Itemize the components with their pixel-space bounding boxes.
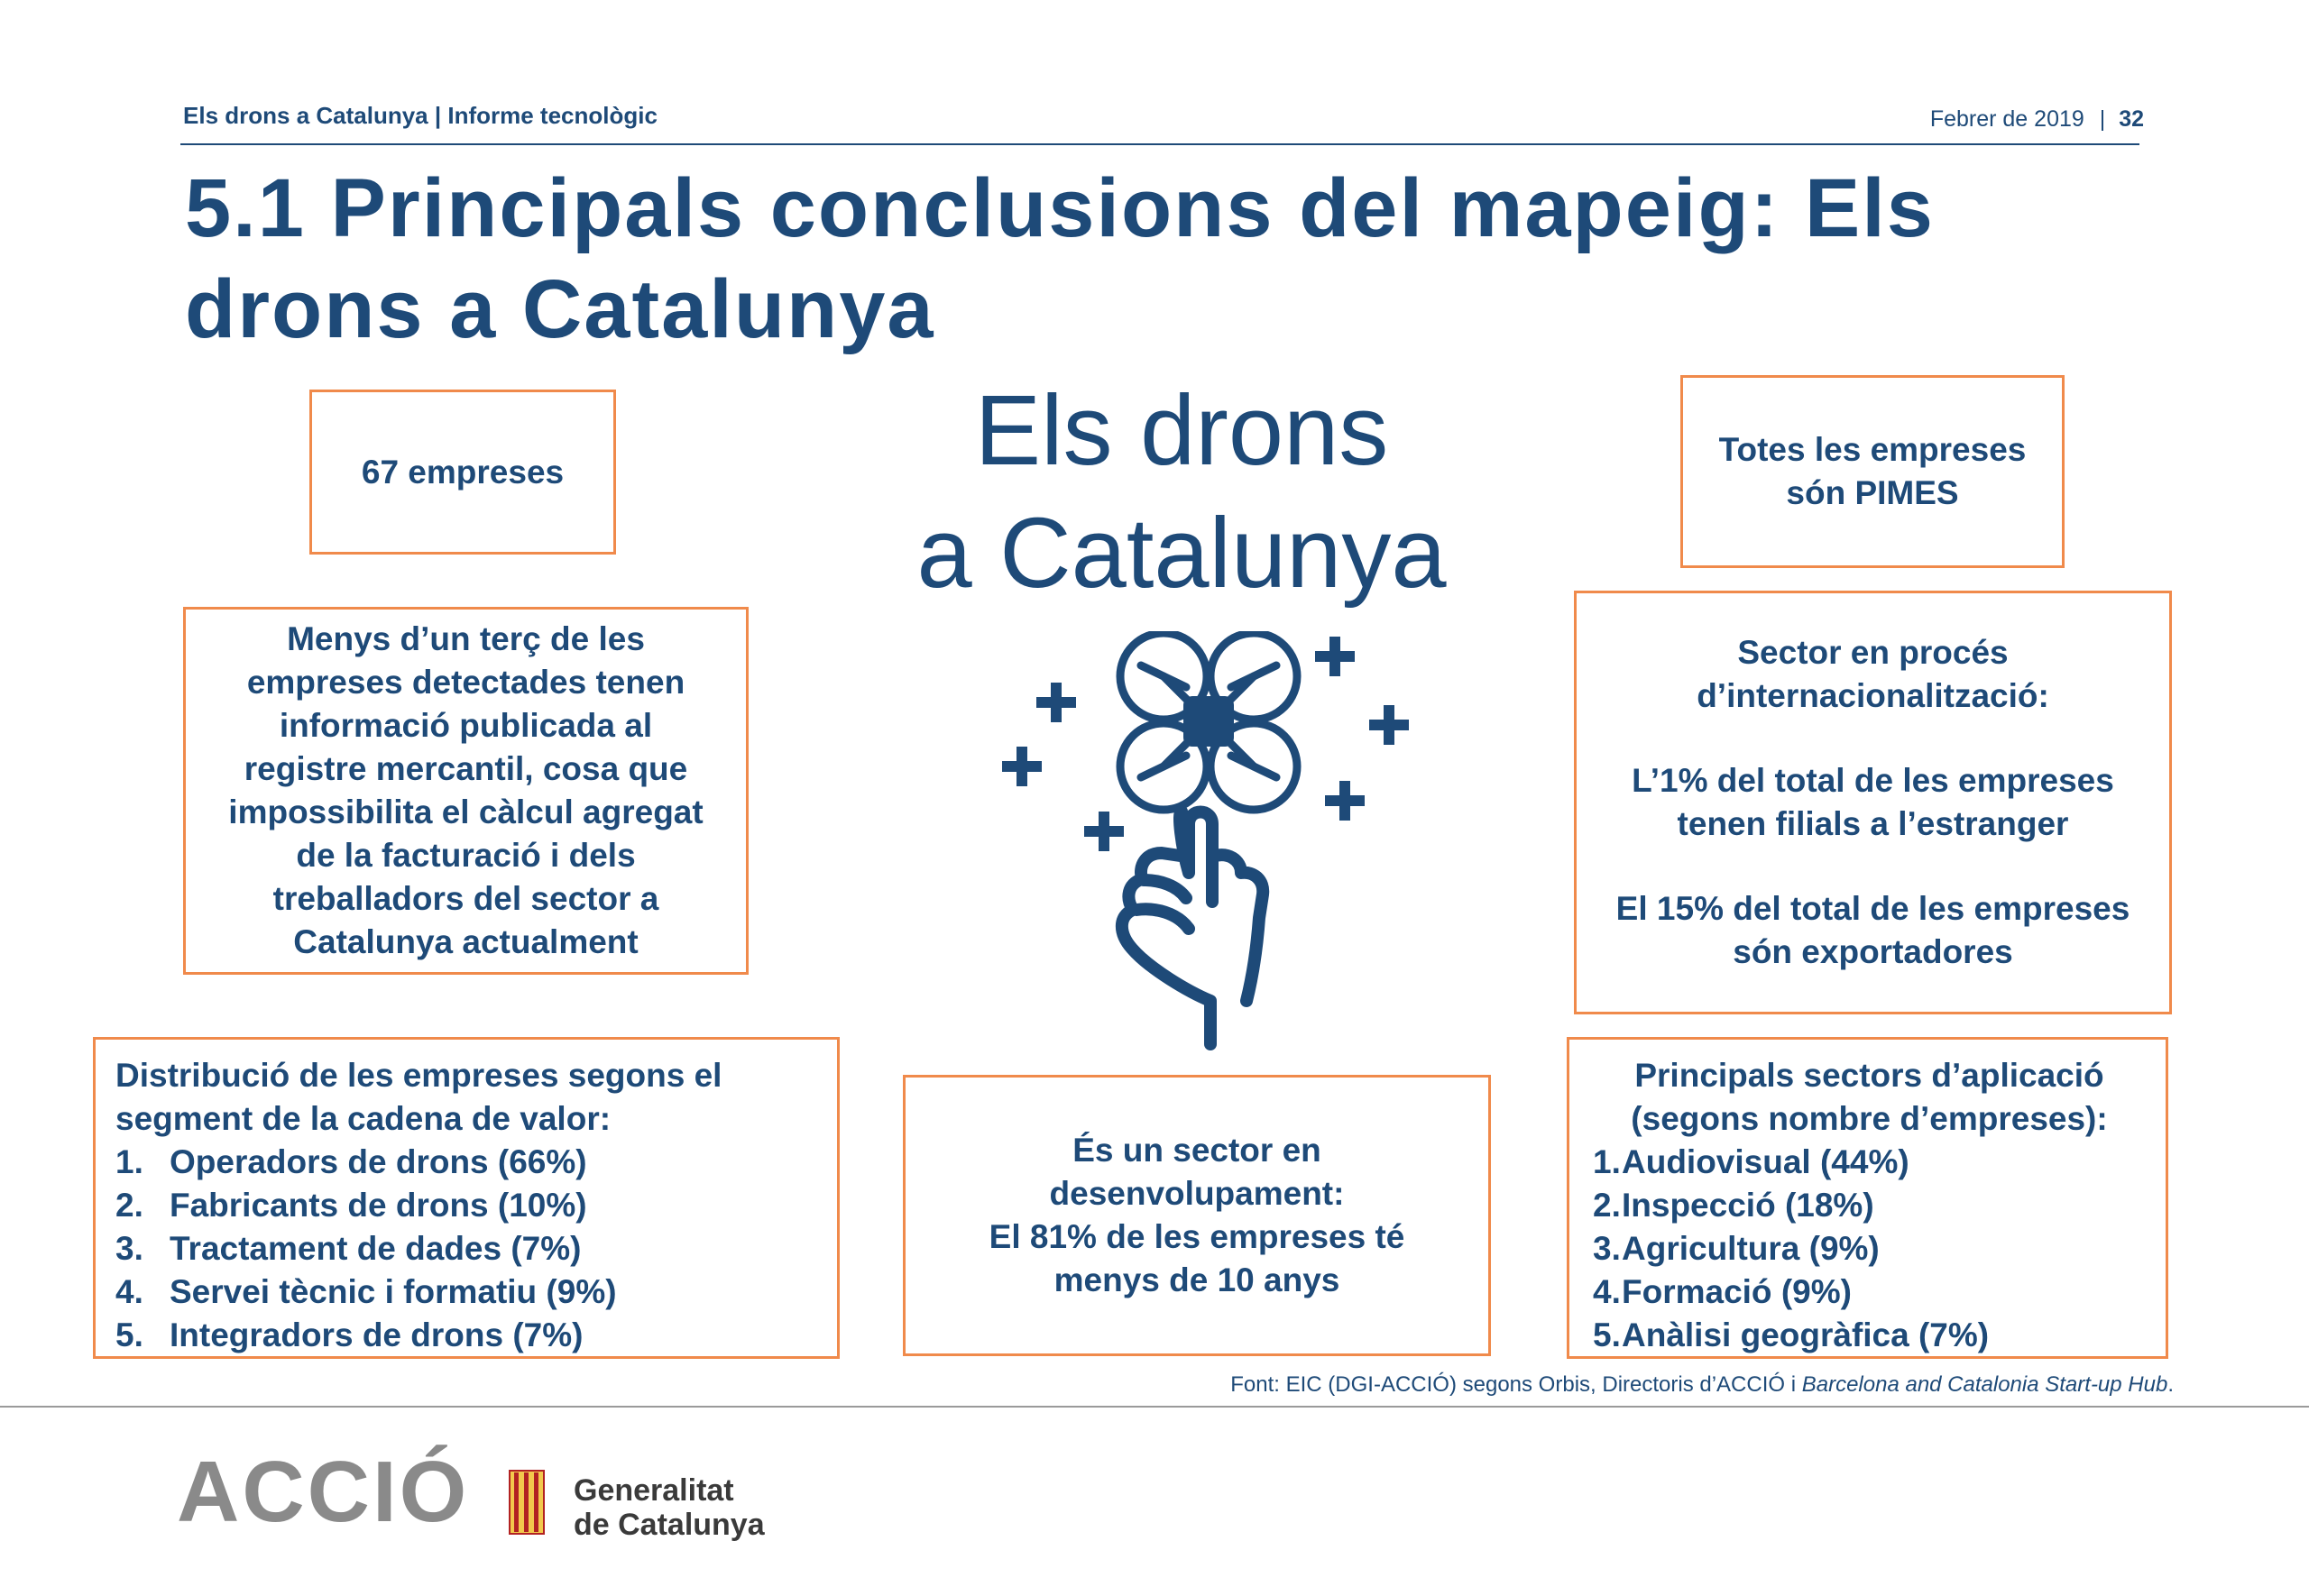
title-line-2: drons a Catalunya — [185, 263, 935, 355]
list-item: 2. Inspecció (18%) — [1593, 1187, 1874, 1224]
distribution-list — [115, 1141, 817, 1357]
sectors-heading-2: (segons nombre d’empreses): — [1631, 1100, 2108, 1137]
intl-heading-2: d’internacionalització: — [1697, 677, 2049, 714]
title-line-1: 5.1 Principals conclusions del mapeig: Els — [185, 162, 1935, 254]
header-divider — [180, 143, 2139, 145]
registry-line: registre mercantil, cosa que — [244, 750, 688, 787]
drone-body — [1183, 696, 1234, 747]
development-line-4: menys de 10 anys — [1053, 1261, 1340, 1298]
list-item: 1. Audiovisual (44%) — [1593, 1143, 1909, 1180]
source-note: Font: EIC (DGI-ACCIÓ) segons Orbis, Directoris d’ACCIÓ i Barcelona and Catalonia Start-up Hub. — [1230, 1372, 2174, 1397]
hand-icon — [1122, 812, 1263, 1044]
distribution-heading-1: Distribució de les empreses segons el — [115, 1057, 722, 1094]
list-item: 5. Integradors de drons (7%) — [115, 1316, 584, 1353]
center-heading-line-1: Els drons — [974, 375, 1389, 486]
accio-logo: ACCIÓ — [177, 1444, 470, 1540]
intl-stat2-line-1: El 15% del total de les empreses — [1615, 890, 2130, 927]
pimes-line-2: són PIMES — [1786, 474, 1959, 511]
report-date: Febrer de 2019 — [1929, 106, 2084, 132]
report-header: Els drons a Catalunya | Informe tecnològic — [183, 102, 658, 129]
plus-icon — [1315, 637, 1355, 676]
plus-icon — [1002, 747, 1042, 786]
registry-line: impossibilita el càlcul agregat — [228, 793, 704, 830]
plus-icon — [1084, 812, 1124, 851]
development-line-2: desenvolupament: — [1049, 1175, 1345, 1212]
registry-line: Menys d’un terç de les — [287, 620, 645, 657]
registry-line: empreses detectades tenen — [246, 664, 685, 701]
intl-stat1-line-1: L’1% del total de les empreses — [1632, 762, 2114, 799]
registry-line: de la facturació i dels — [296, 837, 636, 874]
companies-count-box — [309, 390, 616, 555]
list-item: 5. Anàlisi geogràfica (7%) — [1593, 1316, 1990, 1353]
sectors-heading-1: Principals sectors d’aplicació — [1634, 1057, 2104, 1094]
intl-stat1-line-2: tenen filials a l’estranger — [1677, 805, 2069, 842]
page-number: 32 — [2119, 106, 2144, 132]
pimes-line-1: Totes les empreses — [1718, 431, 2027, 468]
footer-divider — [0, 1406, 2309, 1408]
header-separator: | — [2099, 106, 2106, 132]
distribution-heading-2: segment de la cadena de valor: — [115, 1100, 612, 1137]
page-title — [185, 158, 2205, 360]
development-box — [903, 1075, 1491, 1356]
center-heading — [866, 370, 1497, 615]
list-item: 1. Operadors de drons (66%) — [115, 1143, 587, 1180]
sectors-list — [1593, 1141, 2146, 1357]
list-item: 2. Fabricants de drons (10%) — [115, 1187, 587, 1224]
pimes-box — [1680, 375, 2065, 568]
center-heading-line-2: a Catalunya — [916, 498, 1447, 609]
list-item: 3. Agricultura (9%) — [1593, 1230, 1880, 1267]
intl-heading-1: Sector en procés — [1737, 634, 2009, 671]
generalitat-logo-text: Generalitat de Catalunya — [574, 1473, 765, 1542]
registry-line: treballadors del sector a — [272, 880, 659, 917]
source-italic: Barcelona and Catalonia Start-up Hub — [1801, 1372, 2168, 1397]
generalitat-emblem-icon — [509, 1470, 545, 1535]
registry-line: Catalunya actualment — [293, 923, 639, 960]
distribution-box — [93, 1037, 840, 1359]
list-item: 4. Servei tècnic i formatiu (9%) — [115, 1273, 617, 1310]
intl-stat2-line-2: són exportadores — [1733, 933, 2013, 970]
companies-count: 67 empreses — [361, 453, 565, 491]
page-info — [1930, 106, 2144, 133]
plus-icon — [1369, 705, 1409, 745]
list-item: 4. Formació (9%) — [1593, 1273, 1852, 1310]
internationalization-box — [1574, 591, 2172, 1014]
plus-icon — [1325, 781, 1365, 821]
drone-hand-illustration — [992, 631, 1425, 1055]
plus-icon — [1036, 683, 1076, 722]
list-item: 3. Tractament de dades (7%) — [115, 1230, 582, 1267]
development-line-1: És un sector en — [1072, 1132, 1321, 1169]
registry-line: informació publicada al — [279, 707, 653, 744]
development-line-3: El 81% de les empreses té — [989, 1218, 1405, 1255]
sectors-box — [1567, 1037, 2168, 1359]
registry-box — [183, 607, 749, 975]
